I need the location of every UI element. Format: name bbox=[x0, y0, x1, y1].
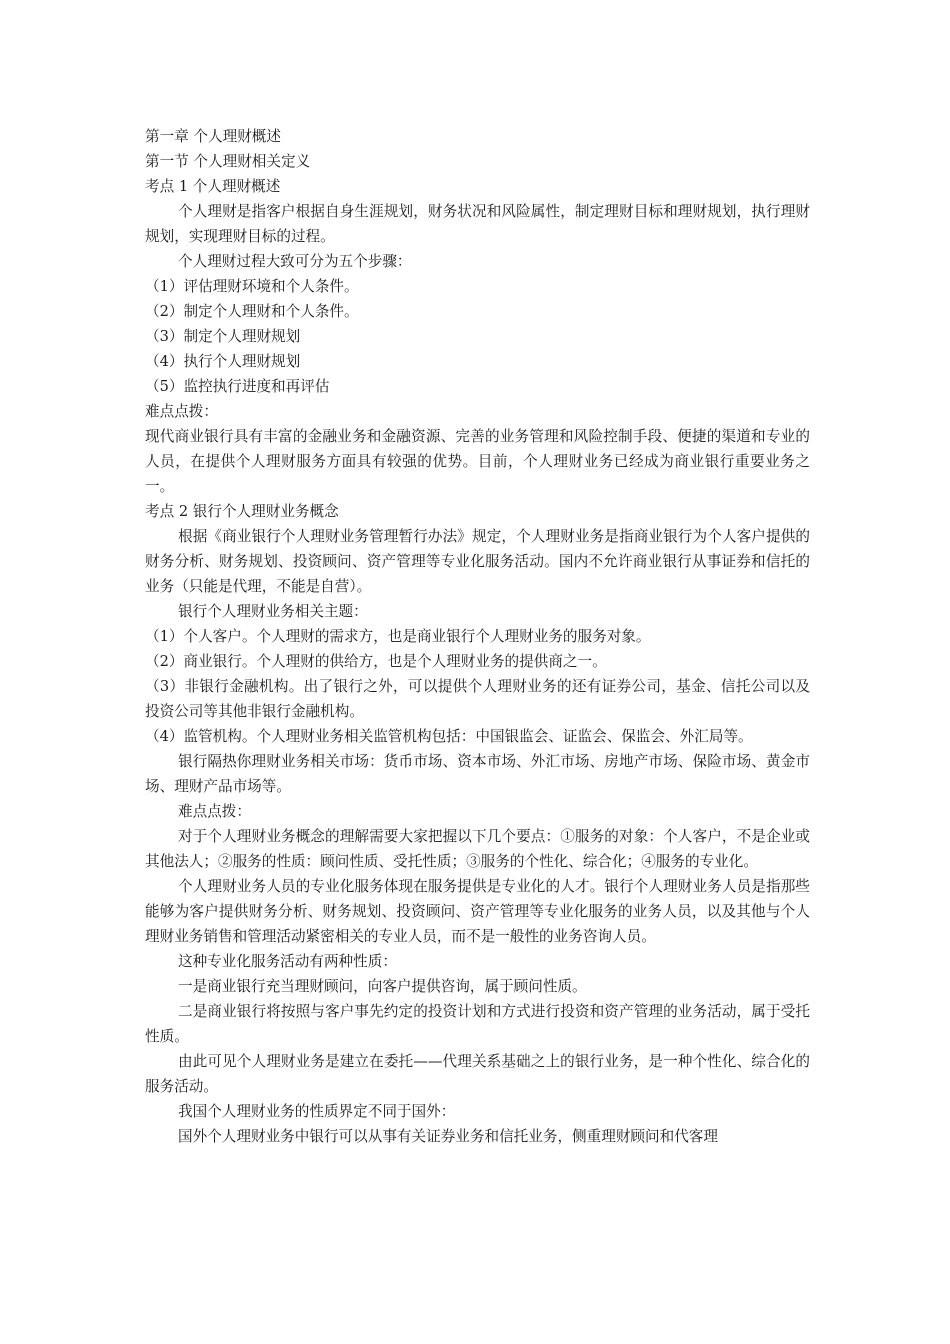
paragraph-definition: 个人理财是指客户根据自身生涯规划，财务状况和风险属性，制定理财目标和理财规划，执行理财规划，实现理财目标的过程。 bbox=[145, 203, 810, 245]
step-item: （1）评估理财环境和个人条件。 bbox=[145, 278, 359, 295]
paragraph-steps-intro: 个人理财过程大致可分为五个步骤： bbox=[178, 253, 412, 270]
step-item: （4）执行个人理财规划 bbox=[145, 353, 301, 370]
paragraph-staff: 个人理财业务人员的专业化服务体现在服务提供是专业化的人才。银行个人理财业务人员是指那些能够为客户提供财务分析、财务规划、投资顾问、资产管理等专业化服务的业务人员，以及其他与个人理财业务销售和管理活动紧密相关的专业人员，而不是一般性的业务咨询人员。 bbox=[145, 878, 810, 945]
difficulty2-heading: 难点点拨： bbox=[178, 803, 251, 820]
paragraph-trust: 二是商业银行将按照与客户事先约定的投资计划和方式进行投资和资产管理的业务活动，属于受托性质。 bbox=[145, 1003, 810, 1045]
point1-heading: 考点 1 个人理财概述 bbox=[145, 178, 281, 195]
subject-item: （4）监管机构。个人理财业务相关监管机构包括：中国银监会、证监会、保监会、外汇局等。 bbox=[145, 728, 753, 745]
subject-item: （3）非银行金融机构。出了银行之外，可以提供个人理财业务的还有证券公司，基金、信托公司以及投资公司等其他非银行金融机构。 bbox=[145, 678, 810, 720]
step-item: （2）制定个人理财和个人条件。 bbox=[145, 303, 359, 320]
difficulty1-heading: 难点点拨： bbox=[145, 403, 218, 420]
chapter-title: 第一章 个人理财概述 bbox=[145, 128, 281, 145]
paragraph-regulation: 根据《商业银行个人理财业务管理暂行办法》规定，个人理财业务是指商业银行为个人客户提供的财务分析、财务规划、投资顾问、资产管理等专业化服务活动。国内不允许商业银行从事证券和信托的业务（只能是代理，不能是自营）。 bbox=[145, 528, 810, 595]
section-title: 第一节 个人理财相关定义 bbox=[145, 153, 311, 170]
point2-heading: 考点 2 银行个人理财业务概念 bbox=[145, 503, 339, 520]
subject-item: （2）商业银行。个人理财的供给方，也是个人理财业务的提供商之一。 bbox=[145, 653, 607, 670]
paragraph-markets: 银行隔热你理财业务相关市场：货币市场、资本市场、外汇市场、房地产市场、保险市场、黄金市场、理财产品市场等。 bbox=[145, 753, 810, 795]
paragraph-domestic: 我国个人理财业务的性质界定不同于国外： bbox=[178, 1103, 456, 1120]
step-item: （3）制定个人理财规划 bbox=[145, 328, 301, 345]
step-item: （5）监控执行进度和再评估 bbox=[145, 378, 330, 395]
paragraph-advisory: 一是商业银行充当理财顾问，向客户提供咨询，属于顾问性质。 bbox=[178, 978, 587, 995]
paragraph-conclusion: 由此可见个人理财业务是建立在委托——代理关系基础之上的银行业务，是一种个性化、综合化的服务活动。 bbox=[145, 1053, 810, 1095]
paragraph-foreign: 国外个人理财业务中银行可以从事有关证券业务和信托业务，侧重理财顾问和代客理 bbox=[178, 1128, 718, 1145]
paragraph-key-points: 对于个人理财业务概念的理解需要大家把握以下几个要点：①服务的对象：个人客户，不是企业或其他法人；②服务的性质：顾问性质、受托性质；③服务的个性化、综合化；④服务的专业化。 bbox=[145, 828, 810, 870]
paragraph-subjects-intro: 银行个人理财业务相关主题： bbox=[178, 603, 368, 620]
document-body bbox=[145, 124, 810, 1149]
subject-item: （1）个人客户。个人理财的需求方，也是商业银行个人理财业务的服务对象。 bbox=[145, 628, 651, 645]
paragraph-two-natures: 这种专业化服务活动有两种性质： bbox=[178, 953, 397, 970]
difficulty1-text: 现代商业银行具有丰富的金融业务和金融资源、完善的业务管理和风险控制手段、便捷的渠道和专业的人员，在提供个人理财服务方面具有较强的优势。目前，个人理财业务已经成为商业银行重要业务之一。 bbox=[145, 428, 810, 495]
